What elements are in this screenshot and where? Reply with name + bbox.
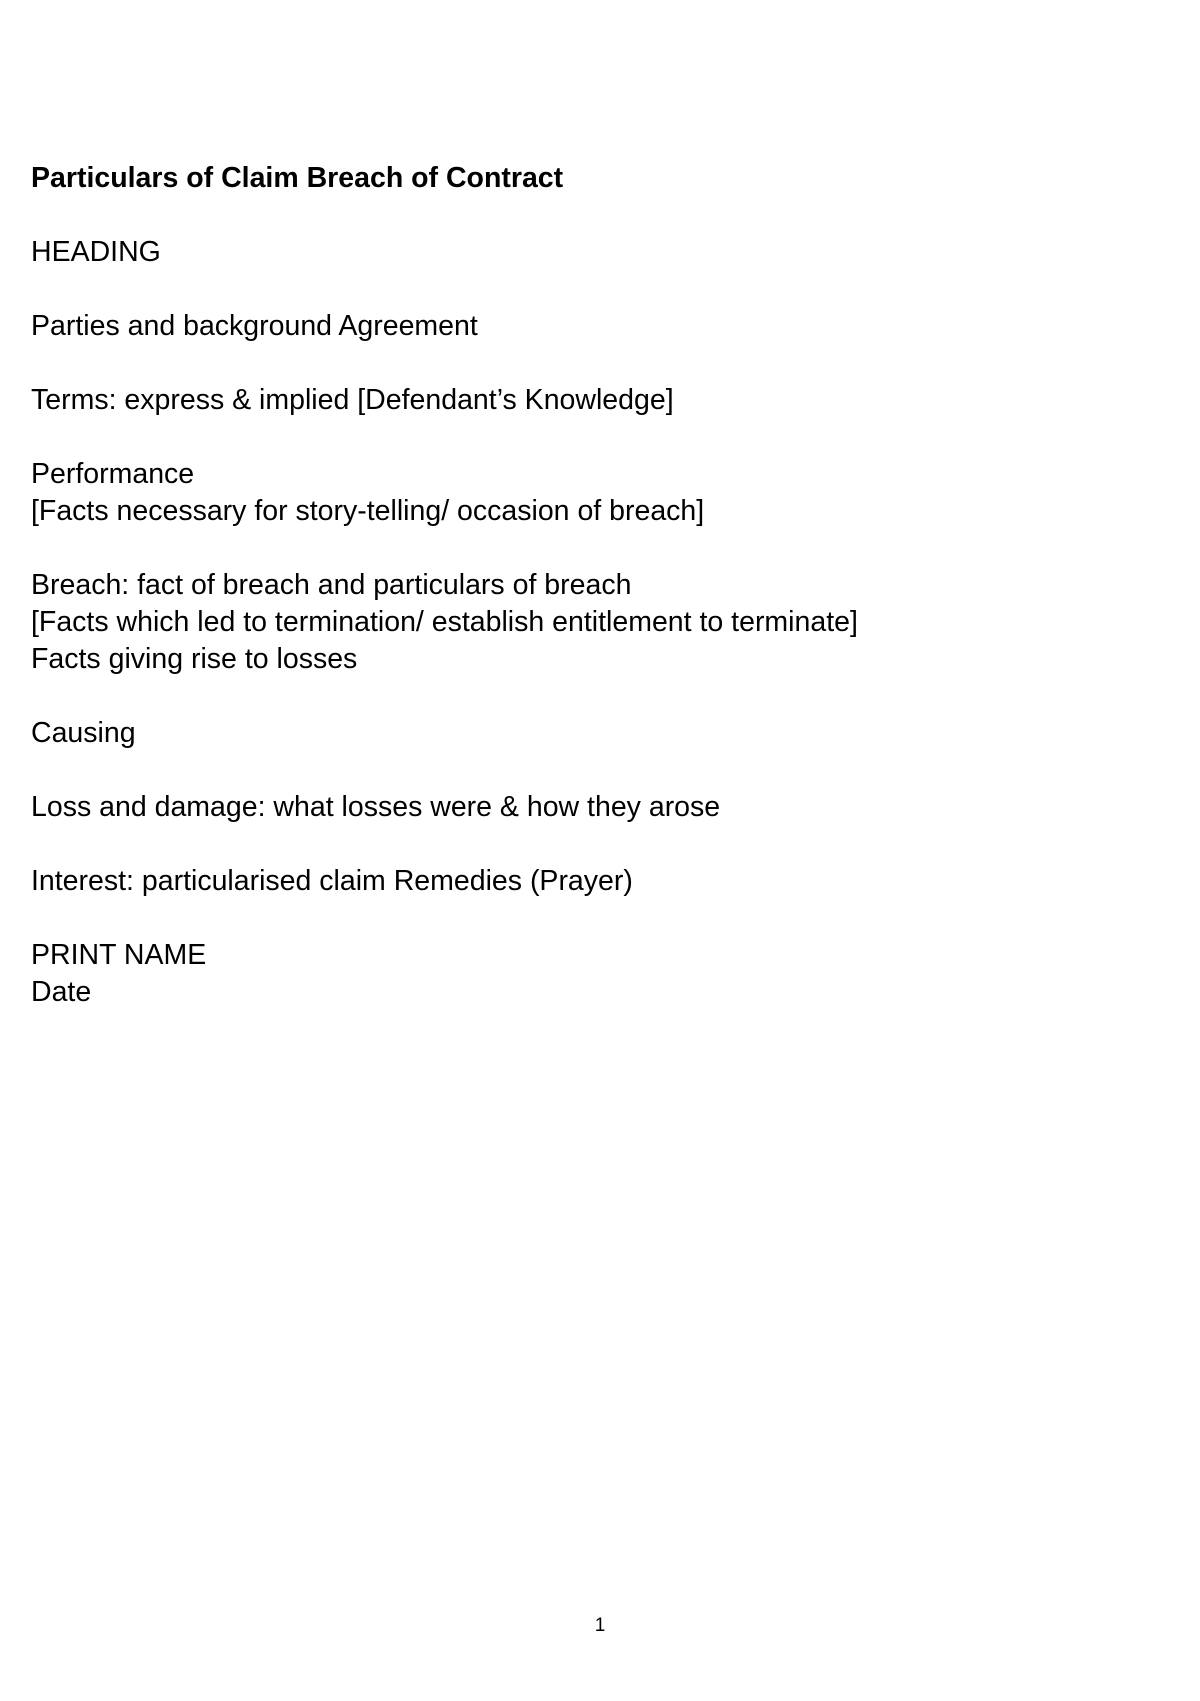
blank-line [31,345,1151,382]
blank-line [31,271,1151,308]
blank-line [31,197,1151,234]
breach-label: Breach: fact of breach and particulars of breach [31,569,632,601]
blank-line [31,752,1151,789]
interest-section: Interest: particularised claim Remedies (Prayer) [31,865,633,897]
breach-termination-note: [Facts which led to termination/ establish entitlement to terminate] [31,606,858,638]
breach-losses-facts: Facts giving rise to losses [31,643,358,675]
performance-label: Performance [31,458,195,490]
parties-section: Parties and background Agreement [31,310,478,342]
blank-line [31,678,1151,715]
heading-section: HEADING [31,236,161,268]
blank-line [31,826,1151,863]
document-body [31,160,1151,1011]
blank-line [31,419,1151,456]
terms-section: Terms: express & implied [Defendant’s Knowledge] [31,384,674,416]
date-line: Date [31,976,92,1008]
blank-line [31,900,1151,937]
blank-line [31,530,1151,567]
page-number: 1 [594,1615,606,1636]
loss-and-damage-section: Loss and damage: what losses were & how they arose [31,791,721,823]
performance-note: [Facts necessary for story-telling/ occasion of breach] [31,495,705,527]
print-name-line: PRINT NAME [31,939,207,971]
document-title: Particulars of Claim Breach of Contract [31,162,564,194]
causing-section: Causing [31,717,136,749]
